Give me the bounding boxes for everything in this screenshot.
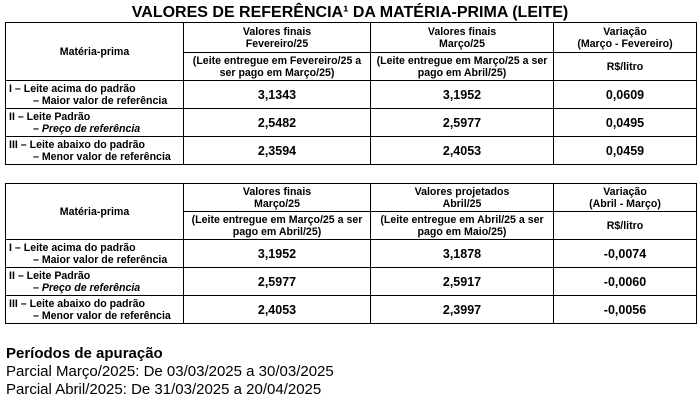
header-col-c-title: Variação — [603, 25, 647, 38]
value-b: 2,3997 — [371, 296, 554, 324]
value-variation: 0,0459 — [554, 137, 697, 165]
header-col-a-month: Fevereiro/25 — [245, 37, 309, 50]
header-col-b-title: Valores finais — [427, 25, 497, 38]
value-variation: -0,0060 — [554, 268, 697, 296]
row-label-sub: – Preço de referência — [33, 281, 141, 294]
row-label-main: III – Leite abaixo do padrão — [9, 138, 145, 151]
row-label — [6, 137, 184, 165]
header-col-a-month: Março/25 — [254, 197, 300, 210]
value-a: 3,1343 — [184, 81, 371, 109]
row-label-main: I – Leite acima do padrão — [9, 82, 136, 95]
row-label-sub: – Menor valor de referência — [33, 150, 171, 163]
header-col-a — [184, 184, 371, 212]
header-col-a — [184, 23, 371, 53]
value-b: 2,5917 — [371, 268, 554, 296]
value-a: 2,4053 — [184, 296, 371, 324]
row-label — [6, 81, 184, 109]
header-material: Matéria-prima — [6, 23, 184, 81]
row-label-main: II – Leite Padrão — [9, 110, 91, 123]
table-row — [6, 137, 697, 165]
table-row — [6, 81, 697, 109]
header-col-a-title: Valores finais — [242, 185, 312, 198]
reference-table-1 — [5, 22, 697, 165]
header-col-c — [554, 184, 697, 212]
header-col-c-unit: R$/litro — [554, 53, 697, 81]
header-col-c-title: Variação — [603, 185, 647, 198]
table-row — [6, 109, 697, 137]
page-title: VALORES DE REFERÊNCIA¹ DA MATÉRIA-PRIMA (LEITE) — [131, 4, 569, 21]
header-col-b-month: Março/25 — [439, 37, 485, 50]
header-col-b-title: Valores projetados — [414, 185, 510, 198]
row-label-main: I – Leite acima do padrão — [9, 241, 136, 254]
value-a: 2,5482 — [184, 109, 371, 137]
value-a: 2,5977 — [184, 268, 371, 296]
header-col-c-unit: R$/litro — [554, 212, 697, 240]
value-variation: 0,0609 — [554, 81, 697, 109]
value-variation: 0,0495 — [554, 109, 697, 137]
row-label-sub: – Maior valor de referência — [33, 94, 168, 107]
row-label — [6, 240, 184, 268]
row-label — [6, 268, 184, 296]
value-b: 2,5977 — [371, 109, 554, 137]
period-line-april: Parcial Abril/2025: De 31/03/2025 a 20/04/2025 — [6, 381, 322, 398]
header-material: Matéria-prima — [6, 184, 184, 240]
header-col-c-sub: (Abril - Março) — [589, 197, 661, 210]
header-col-b-month: Abril/25 — [442, 197, 482, 210]
table-row — [6, 296, 697, 324]
header-col-a-note: (Leite entregue em Março/25 a ser pago em Abril/25) — [184, 212, 371, 240]
row-label-main: II – Leite Padrão — [9, 269, 91, 282]
value-variation: -0,0056 — [554, 296, 697, 324]
header-col-b-note: (Leite entregue em Abril/25 a ser pago em Maio/25) — [371, 212, 554, 240]
table-row — [6, 268, 697, 296]
value-b: 2,4053 — [371, 137, 554, 165]
value-b: 3,1952 — [371, 81, 554, 109]
value-a: 3,1952 — [184, 240, 371, 268]
header-col-c — [554, 23, 697, 53]
value-variation: -0,0074 — [554, 240, 697, 268]
value-b: 3,1878 — [371, 240, 554, 268]
header-col-c-sub: (Março - Fevereiro) — [577, 37, 673, 50]
reference-table-2 — [5, 183, 697, 324]
periods-heading: Períodos de apuração — [6, 345, 163, 362]
header-col-b-note: (Leite entregue em Março/25 a ser pago em Abril/25) — [371, 53, 554, 81]
header-col-b — [371, 23, 554, 53]
table-row — [6, 240, 697, 268]
periods-section — [6, 345, 334, 399]
period-line-march: Parcial Março/2025: De 03/03/2025 a 30/03/2025 — [6, 363, 334, 380]
header-col-a-note: (Leite entregue em Fevereiro/25 a ser pago em Março/25) — [184, 53, 371, 81]
row-label-sub: – Menor valor de referência — [33, 309, 171, 322]
row-label-sub: – Preço de referência — [33, 122, 141, 135]
value-a: 2,3594 — [184, 137, 371, 165]
row-label-main: III – Leite abaixo do padrão — [9, 297, 145, 310]
row-label — [6, 109, 184, 137]
row-label — [6, 296, 184, 324]
header-col-b — [371, 184, 554, 212]
row-label-sub: – Maior valor de referência — [33, 253, 168, 266]
header-col-a-title: Valores finais — [242, 25, 312, 38]
